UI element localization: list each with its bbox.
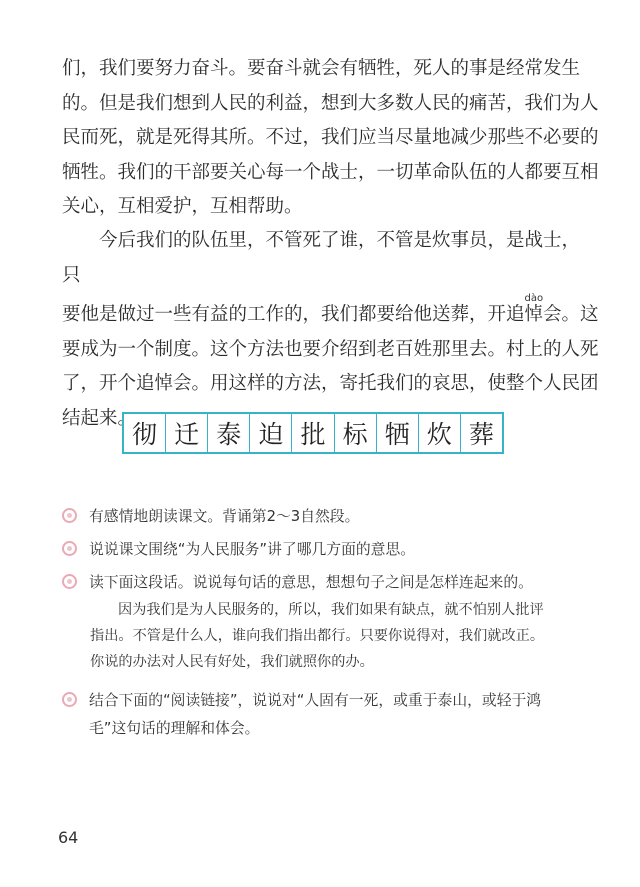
exercise-text: 读下面这段话。说说每句话的意思，想想句子之间是怎样连起来的。	[89, 574, 533, 591]
pinyin: dào	[524, 293, 544, 304]
paragraph-line: 的。但是我们想到人民的利益，想到大多数人民的痛苦，我们为人	[62, 92, 599, 114]
paragraph-2	[62, 224, 599, 436]
page-number: 64	[58, 828, 79, 847]
paragraph-1	[62, 52, 599, 225]
new-characters-box	[122, 412, 504, 454]
exercise-text: 结合下面的“阅读链接”，说说对“人固有一死，或重于泰山，或轻于鸿	[89, 692, 542, 709]
exercise-text: 毛”这句话的理解和体会。	[89, 720, 260, 737]
paragraph-line-with-pinyin	[62, 293, 599, 333]
character-cell: 批	[292, 414, 334, 452]
exercise-text: 有感情地朗读课文。背诵第2～3自然段。	[89, 508, 360, 525]
quote-line: 因为我们是为人民服务的，所以，我们如果有缺点，就不怕别人批评	[118, 602, 544, 618]
character-cell: 迁	[166, 414, 208, 452]
flower-bullet-icon	[62, 508, 77, 523]
character-cell: 泰	[208, 414, 250, 452]
flower-bullet-icon	[62, 574, 77, 589]
quote-line: 你说的办法对人民有好处，我们就照你的办。	[90, 654, 374, 670]
paragraph-line: 们，我们要努力奋斗。要奋斗就会有牺牲，死人的事是经常发生	[62, 58, 581, 79]
character-cell: 炊	[419, 414, 461, 452]
flower-bullet-icon	[62, 541, 77, 556]
paragraph-text: 要他是做过一些有益的工作的，我们都要给他送葬，开追	[62, 304, 525, 325]
exercise-text: 说说课文围绕“为人民服务”讲了哪几方面的意思。	[89, 541, 416, 558]
character-cell: 迫	[250, 414, 292, 452]
paragraph-line: 牺牲。我们的干部要关心每一个战士，一切革命队伍的人都要互相	[62, 161, 599, 183]
paragraph-line: 关心，互相爱护，互相帮助。	[62, 196, 303, 217]
character-cell: 彻	[124, 414, 166, 452]
paragraph-line: 了，开个追悼会。用这样的方法，寄托我们的哀思，使整个人民团	[62, 373, 599, 394]
paragraph-line: 结起来。	[62, 407, 137, 429]
paragraph-line: 今后我们的队伍里，不管死了谁，不管是炊事员，是战士，只	[62, 230, 581, 286]
ruby-annotation	[524, 293, 544, 325]
character-cell: 标	[335, 414, 377, 452]
ruby-char: 悼	[524, 304, 544, 325]
flower-bullet-icon	[62, 692, 77, 707]
character-cell: 牺	[377, 414, 419, 452]
paragraph-line: 民而死，就是死得其所。不过，我们应当尽量地减少那些不必要的	[62, 127, 599, 148]
quoted-passage	[90, 597, 570, 675]
paragraph-line: 要成为一个制度。这个方法也要介绍到老百姓那里去。村上的人死	[62, 338, 599, 360]
paragraph-text: 会。这	[543, 304, 599, 325]
quote-line: 指出。不管是什么人，谁向我们指出都行。只要你说得对，我们就改正。	[90, 628, 545, 644]
character-cell: 葬	[468, 420, 494, 449]
